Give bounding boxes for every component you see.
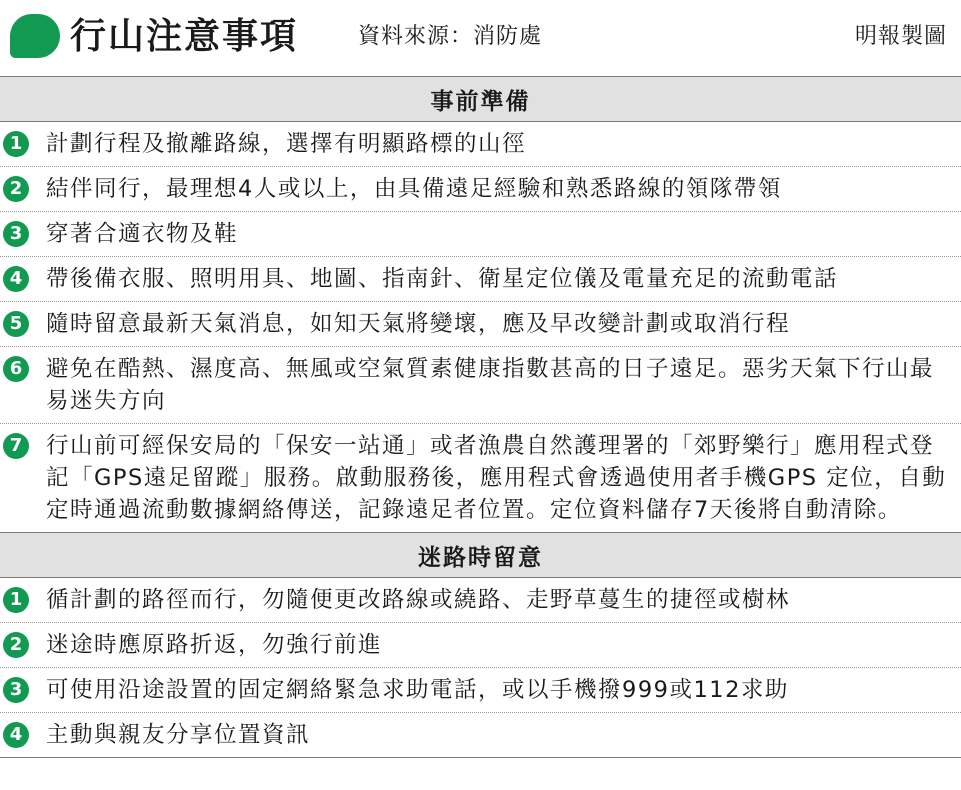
preparation-list: [0, 122, 961, 532]
page-title: 行山注意事項: [70, 15, 299, 57]
list-item: [0, 122, 961, 167]
item-text: 避免在酷熱、濕度高、無風或空氣質素健康指數甚高的日子遠足。惡劣天氣下行山最易迷失方向: [46, 356, 935, 414]
list-item: [0, 668, 961, 713]
item-text: 隨時留意最新天氣消息，如知天氣將變壞，應及早改變計劃或取消行程: [46, 311, 791, 337]
number-badge: 2: [3, 176, 29, 202]
list-item: [0, 257, 961, 302]
item-text: 計劃行程及撤離路線，選擇有明顯路標的山徑: [46, 131, 527, 157]
list-item: [0, 167, 961, 212]
item-text: 帶後備衣服、照明用具、地圖、指南針、衛星定位儀及電量充足的流動電話: [46, 266, 839, 292]
number-badge: 3: [3, 677, 29, 703]
list-item: [0, 578, 961, 623]
section-heading-preparation: 事前準備: [0, 76, 961, 122]
item-text: 可使用沿途設置的固定網絡緊急求助電話，或以手機撥999或112求助: [46, 677, 789, 703]
number-badge: 4: [3, 722, 29, 748]
item-text: 循計劃的路徑而行，勿隨便更改路線或繞路、走野草蔓生的捷徑或樹林: [46, 587, 791, 613]
item-text: 迷途時應原路折返，勿強行前進: [46, 632, 383, 658]
number-badge: 4: [3, 266, 29, 292]
number-badge: 6: [3, 356, 29, 382]
source-note: 資料來源：消防處: [358, 24, 543, 49]
header: [0, 0, 961, 76]
number-badge: 2: [3, 632, 29, 658]
number-badge: 7: [3, 433, 29, 459]
list-item: [0, 424, 961, 532]
item-text: 結伴同行，最理想4人或以上，由具備遠足經驗和熟悉路線的領隊帶領: [46, 176, 782, 202]
speech-bubble-icon: [10, 14, 60, 58]
section-heading-when-lost: 迷路時留意: [0, 532, 961, 578]
list-item: [0, 347, 961, 424]
number-badge: 1: [3, 587, 29, 613]
when-lost-list: [0, 578, 961, 758]
number-badge: 1: [3, 131, 29, 157]
list-item: [0, 623, 961, 668]
number-badge: 5: [3, 311, 29, 337]
item-text: 行山前可經保安局的「保安一站通」或者漁農自然護理署的「郊野樂行」應用程式登記「GPS遠足留蹤」服務。啟動服務後，應用程式會透過使用者手機GPS 定位，自動定時通過流動數據網絡傳送，記錄遠足者位置。定位資料儲存7天後將自動清除。: [46, 433, 947, 523]
list-item: [0, 713, 961, 757]
credit-note: 明報製圖: [854, 24, 947, 49]
list-item: [0, 212, 961, 257]
list-item: [0, 302, 961, 347]
number-badge: 3: [3, 221, 29, 247]
item-text: 主動與親友分享位置資訊: [46, 722, 311, 748]
item-text: 穿著合適衣物及鞋: [46, 221, 239, 247]
